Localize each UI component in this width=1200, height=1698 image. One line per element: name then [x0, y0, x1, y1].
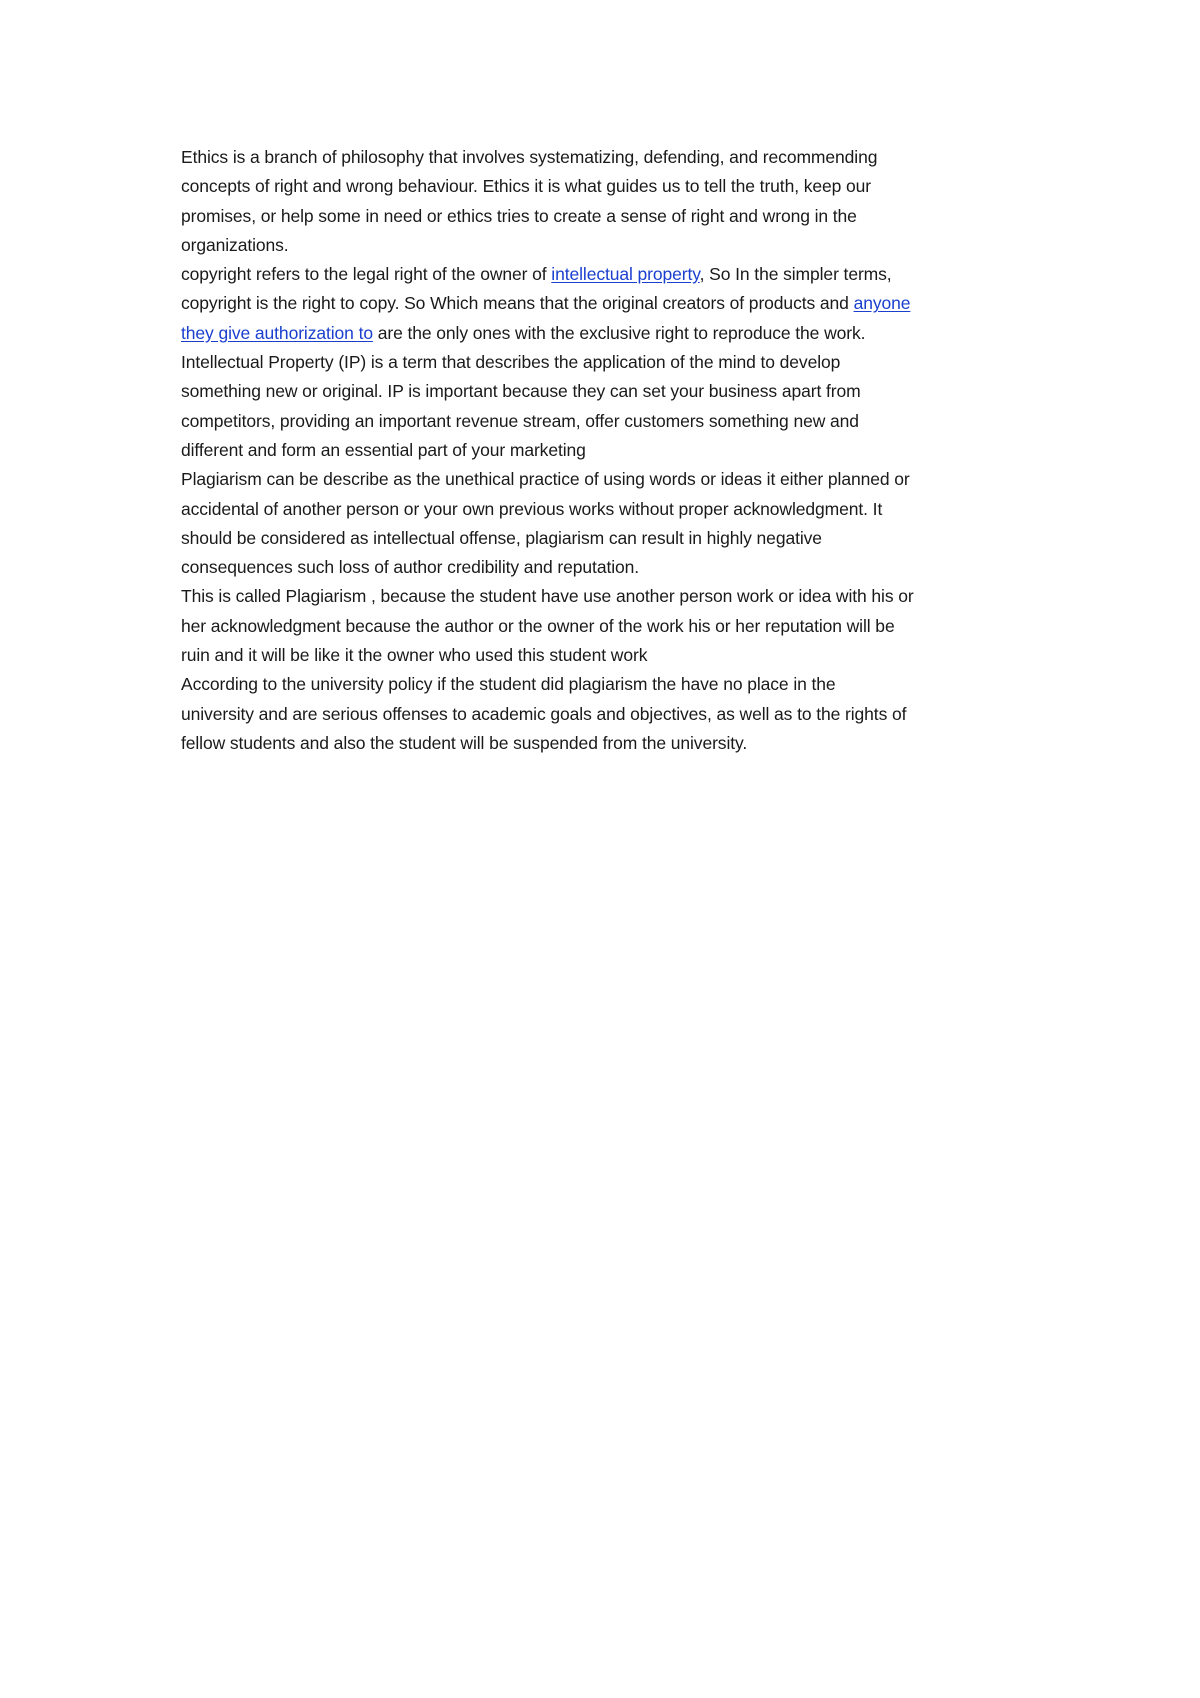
- text-line: [181, 289, 1081, 318]
- text-run: accidental of another person or your own previous works without proper acknowledgment. It: [181, 498, 883, 519]
- text-run: This is called Plagiarism , because the student have use another person work or idea with his or: [181, 586, 914, 607]
- text-run: university and are serious offenses to academic goals and objectives, as well as to the rights of: [181, 703, 907, 724]
- text-run: promises, or help some in need or ethics tries to create a sense of right and wrong in the: [181, 205, 857, 226]
- text-run: consequences such loss of author credibility and reputation.: [181, 557, 640, 578]
- text-line: [181, 553, 1081, 582]
- text-line: [181, 582, 1081, 611]
- text-run: According to the university policy if the student did plagiarism the have no place in the: [181, 674, 836, 695]
- text-line: [181, 700, 1081, 729]
- hyperlink[interactable]: they give authorization to: [181, 322, 373, 343]
- text-line: [181, 377, 1081, 406]
- text-run: organizations.: [181, 234, 289, 255]
- text-run: copyright is the right to copy. So Which means that the original creators of products and: [181, 293, 854, 314]
- text-line: [181, 495, 1081, 524]
- text-line: [181, 524, 1081, 553]
- text-line: [181, 319, 1081, 348]
- hyperlink[interactable]: anyone: [853, 293, 911, 314]
- text-line: [181, 172, 1081, 201]
- text-line: [181, 348, 1081, 377]
- text-line: [181, 143, 1081, 172]
- text-line: [181, 231, 1081, 260]
- text-run: Ethics is a branch of philosophy that involves systematizing, defending, and recommending: [181, 147, 878, 167]
- text-run: concepts of right and wrong behaviour. Ethics it is what guides us to tell the truth, keep our: [181, 176, 872, 197]
- text-run: competitors, providing an important revenue stream, offer customers something new and: [181, 410, 859, 431]
- text-run: copyright refers to the legal right of the owner of: [181, 264, 552, 285]
- text-run: something new or original. IP is important because they can set your business apart from: [181, 381, 861, 402]
- text-run: Plagiarism can be describe as the unethical practice of using words or ideas it either planned or: [181, 469, 910, 490]
- text-line: [181, 465, 1081, 494]
- text-line: [181, 202, 1081, 231]
- text-run: different and form an essential part of your marketing: [181, 439, 586, 460]
- text-run: ruin and it will be like it the owner who used this student work: [181, 645, 648, 666]
- document-body: [181, 143, 1081, 758]
- text-line: [181, 436, 1081, 465]
- text-run: Intellectual Property (IP) is a term that describes the application of the mind to develop: [181, 352, 841, 373]
- text-run: , So In the simpler terms,: [699, 264, 892, 285]
- text-line: [181, 407, 1081, 436]
- text-line: [181, 729, 1081, 758]
- text-line: [181, 641, 1081, 670]
- text-line: [181, 612, 1081, 641]
- hyperlink[interactable]: intellectual property: [551, 264, 700, 285]
- text-line: [181, 670, 1081, 699]
- text-run: are the only ones with the exclusive right to reproduce the work.: [372, 322, 866, 343]
- text-line: [181, 260, 1081, 289]
- text-run: her acknowledgment because the author or the owner of the work his or her reputation will be: [181, 615, 895, 636]
- text-run: should be considered as intellectual offense, plagiarism can result in highly negative: [181, 527, 822, 548]
- text-run: fellow students and also the student will be suspended from the university.: [181, 732, 748, 753]
